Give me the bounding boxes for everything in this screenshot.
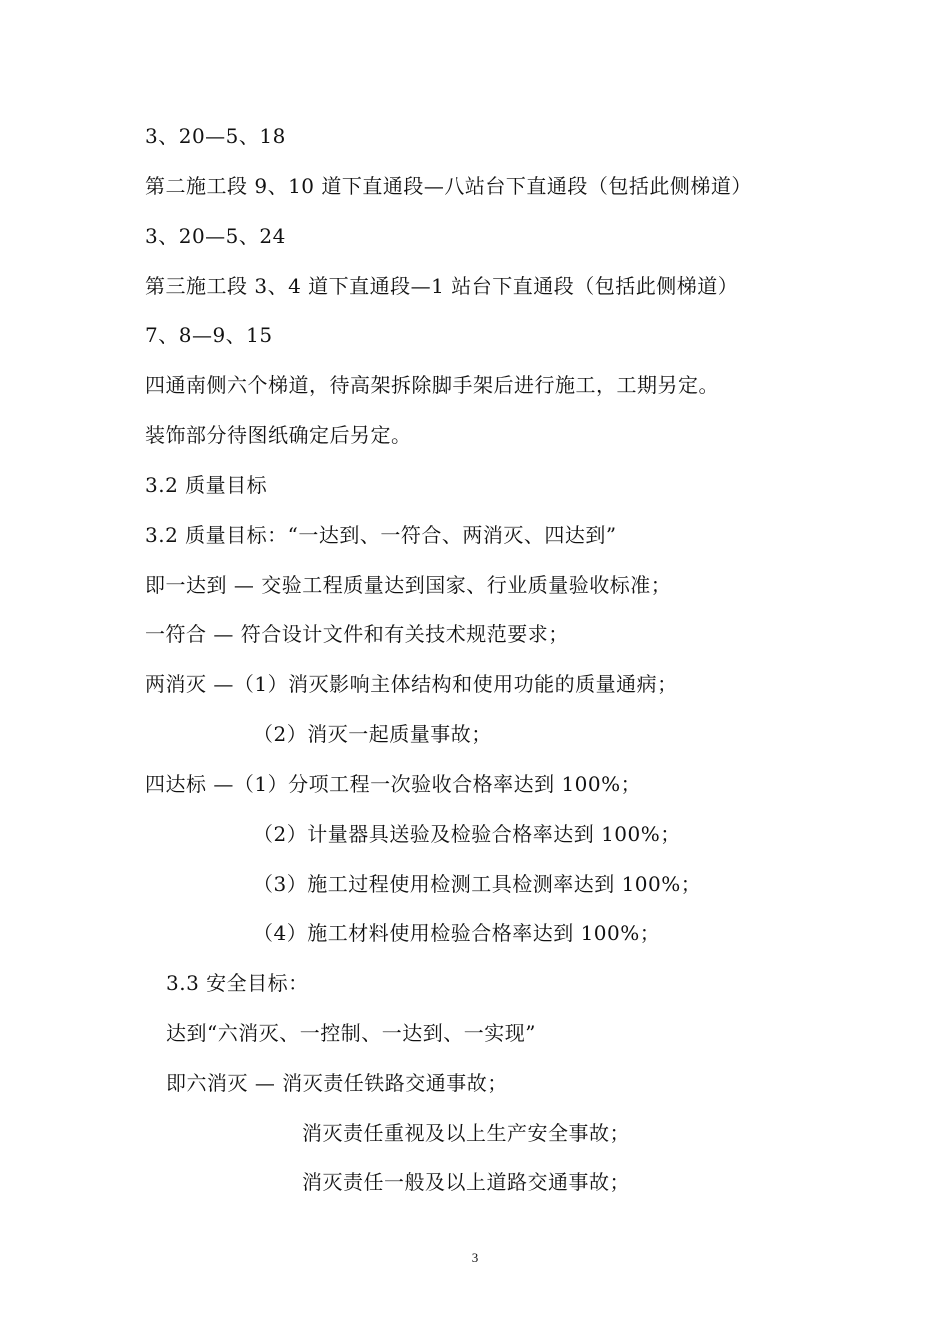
safety-goal-line: 达到“六消灭、一控制、一达到、一实现” [166,1021,536,1045]
safety-goal-subitem: 消灭责任一般及以上道路交通事故； [302,1170,630,1194]
quality-goal-subitem: （3）施工过程使用检测工具检测率达到 100%； [253,872,702,896]
safety-goal-subitem: 消灭责任重视及以上生产安全事故； [302,1121,630,1145]
schedule-date-line: 7、8—9、15 [145,323,273,347]
quality-goal-item: 即一达到 — 交验工程质量达到国家、行业质量验收标准； [145,573,672,597]
quality-goal-subitem: （4）施工材料使用检验合格率达到 100%； [253,921,661,945]
quality-goal-subitem: （2）计量器具送验及检验合格率达到 100%； [253,822,681,846]
schedule-date-line: 3、20—5、24 [145,224,286,248]
page-number: 3 [471,1250,479,1265]
construction-section-line: 第二施工段 9、10 道下直通段—八站台下直通段（包括此侧梯道） [145,174,752,198]
section-heading: 3.3 安全目标： [166,971,309,995]
safety-goal-item: 即六消灭 — 消灭责任铁路交通事故； [166,1071,508,1095]
schedule-date-line: 3、20—5、18 [145,124,286,148]
quality-goal-item: 四达标 —（1）分项工程一次验收合格率达到 100%； [145,772,642,796]
section-heading: 3.2 质量目标 [145,473,268,497]
paragraph-line: 装饰部分待图纸确定后另定。 [145,423,412,447]
quality-goal-line: 3.2 质量目标：“一达到、一符合、两消灭、四达到” [145,523,617,547]
quality-goal-item: 两消灭 —（1）消灭影响主体结构和使用功能的质量通病； [145,672,678,696]
quality-goal-item: 一符合 — 符合设计文件和有关技术规范要求； [145,622,569,646]
paragraph-line: 四通南侧六个梯道，待高架拆除脚手架后进行施工，工期另定。 [145,373,719,397]
construction-section-line: 第三施工段 3、4 道下直通段—1 站台下直通段（包括此侧梯道） [145,274,739,298]
quality-goal-subitem: （2）消灭一起质量事故； [253,722,492,746]
